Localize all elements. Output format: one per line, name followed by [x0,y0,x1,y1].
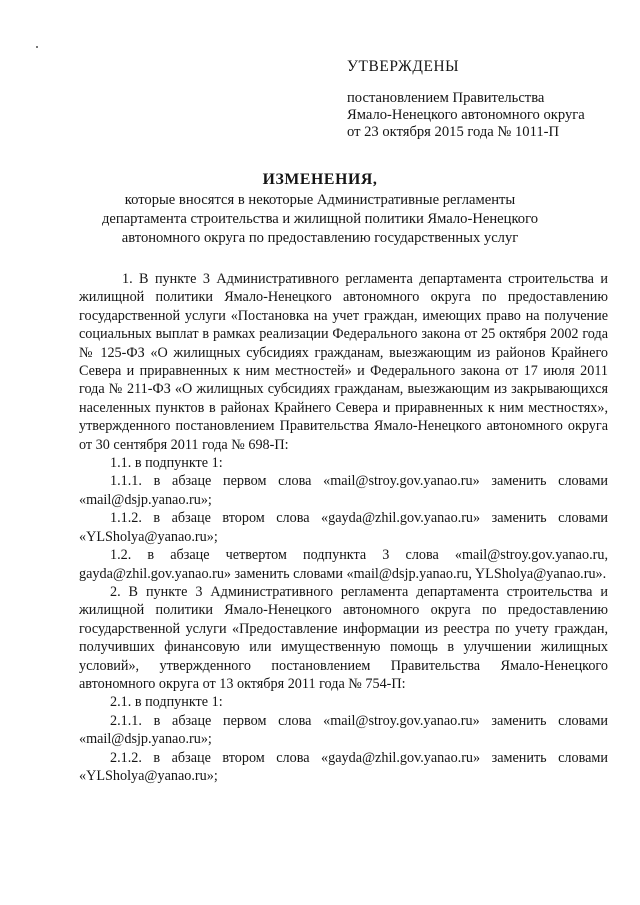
subtitle-line: департамента строительства и жилищной политики Ямало-Ненецкого [101,211,539,227]
paragraph-1-1-2: 1.1.2. в абзаце втором слова «gayda@zhil.gov.yanao.ru» заменить словами «YLSholya@yanao.ru»; [79,510,608,545]
paragraph-2-1-2: 2.1.2. в абзаце втором слова «gayda@zhil.gov.yanao.ru» заменить словами «YLSholya@yanao.ru»; [79,749,608,784]
approval-heading: УТВЕРЖДЕНЫ [347,58,460,75]
document-body [79,270,608,785]
scan-speck [36,46,38,48]
approval-line: Ямало-Ненецкого автономного округа [347,107,585,123]
paragraph-1: 1. В пункте 3 Административного регламента департамента строительства и жилищной политики Ямало-Ненецкого автономного округа по предоставлению государственной услуги «Постановка на учет граждан, имеющих право на получение социальных выплат в рамках реализации Федерального закона от 25 октября 2002 года № 125-ФЗ «О жилищных субсидиях гражданам, выезжающим из районов Крайнего Севера и приравненных к ним местностей» и Федерального закона от 17 июля 2011 года № 211-ФЗ «О жилищных субсидиях гражданам, выезжающим из закрывающихся населенных пунктов в районах Крайнего Севера и приравненных к ним местностях», утвержденного постановлением Правительства Ямало-Ненецкого автономного округа от 30 сентября 2011 года № 698-П: [79,271,608,453]
paragraph-1-1: 1.1. в подпункте 1: [110,455,223,472]
subtitle-line: которые вносятся в некоторые Административные регламенты [124,192,516,208]
paragraph-2: 2. В пункте 3 Административного регламента департамента строительства и жилищной политики Ямало-Ненецкого автономного округа по предоставлению государственной услуги «Предоставление информации из реестра по учету граждан, получивших финансовую или имущественную помощь в улучшении жилищных условий», утвержденного постановлением Правительства Ямало-Ненецкого автономного округа от 13 октября 2011 года № 754-П: [79,583,608,692]
document-title: ИЗМЕНЕНИЯ, [262,171,378,188]
paragraph-2-1: 2.1. в подпункте 1: [110,694,223,711]
paragraph-1-2: 1.2. в абзаце четвертом подпункта 3 слова «mail@stroy.gov.yanao.ru, gayda@zhil.gov.yanao.ru» заменить словами «mail@dsjp.yanao.ru, YLSholya@yanao.ru». [79,547,608,582]
subtitle-line: автономного округа по предоставлению государственных услуг [121,230,519,246]
paragraph-1-1-1: 1.1.1. в абзаце первом слова «mail@stroy.gov.yanao.ru» заменить словами «mail@dsjp.yanao.ru»; [79,473,608,508]
approval-line: от 23 октября 2015 года № 1011-П [347,124,560,140]
paragraph-2-1-1: 2.1.1. в абзаце первом слова «mail@stroy.gov.yanao.ru» заменить словами «mail@dsjp.yanao.ru»; [79,712,608,748]
approval-line: постановлением Правительства [347,90,545,106]
document-heading [0,171,640,248]
approval-block [347,58,585,141]
